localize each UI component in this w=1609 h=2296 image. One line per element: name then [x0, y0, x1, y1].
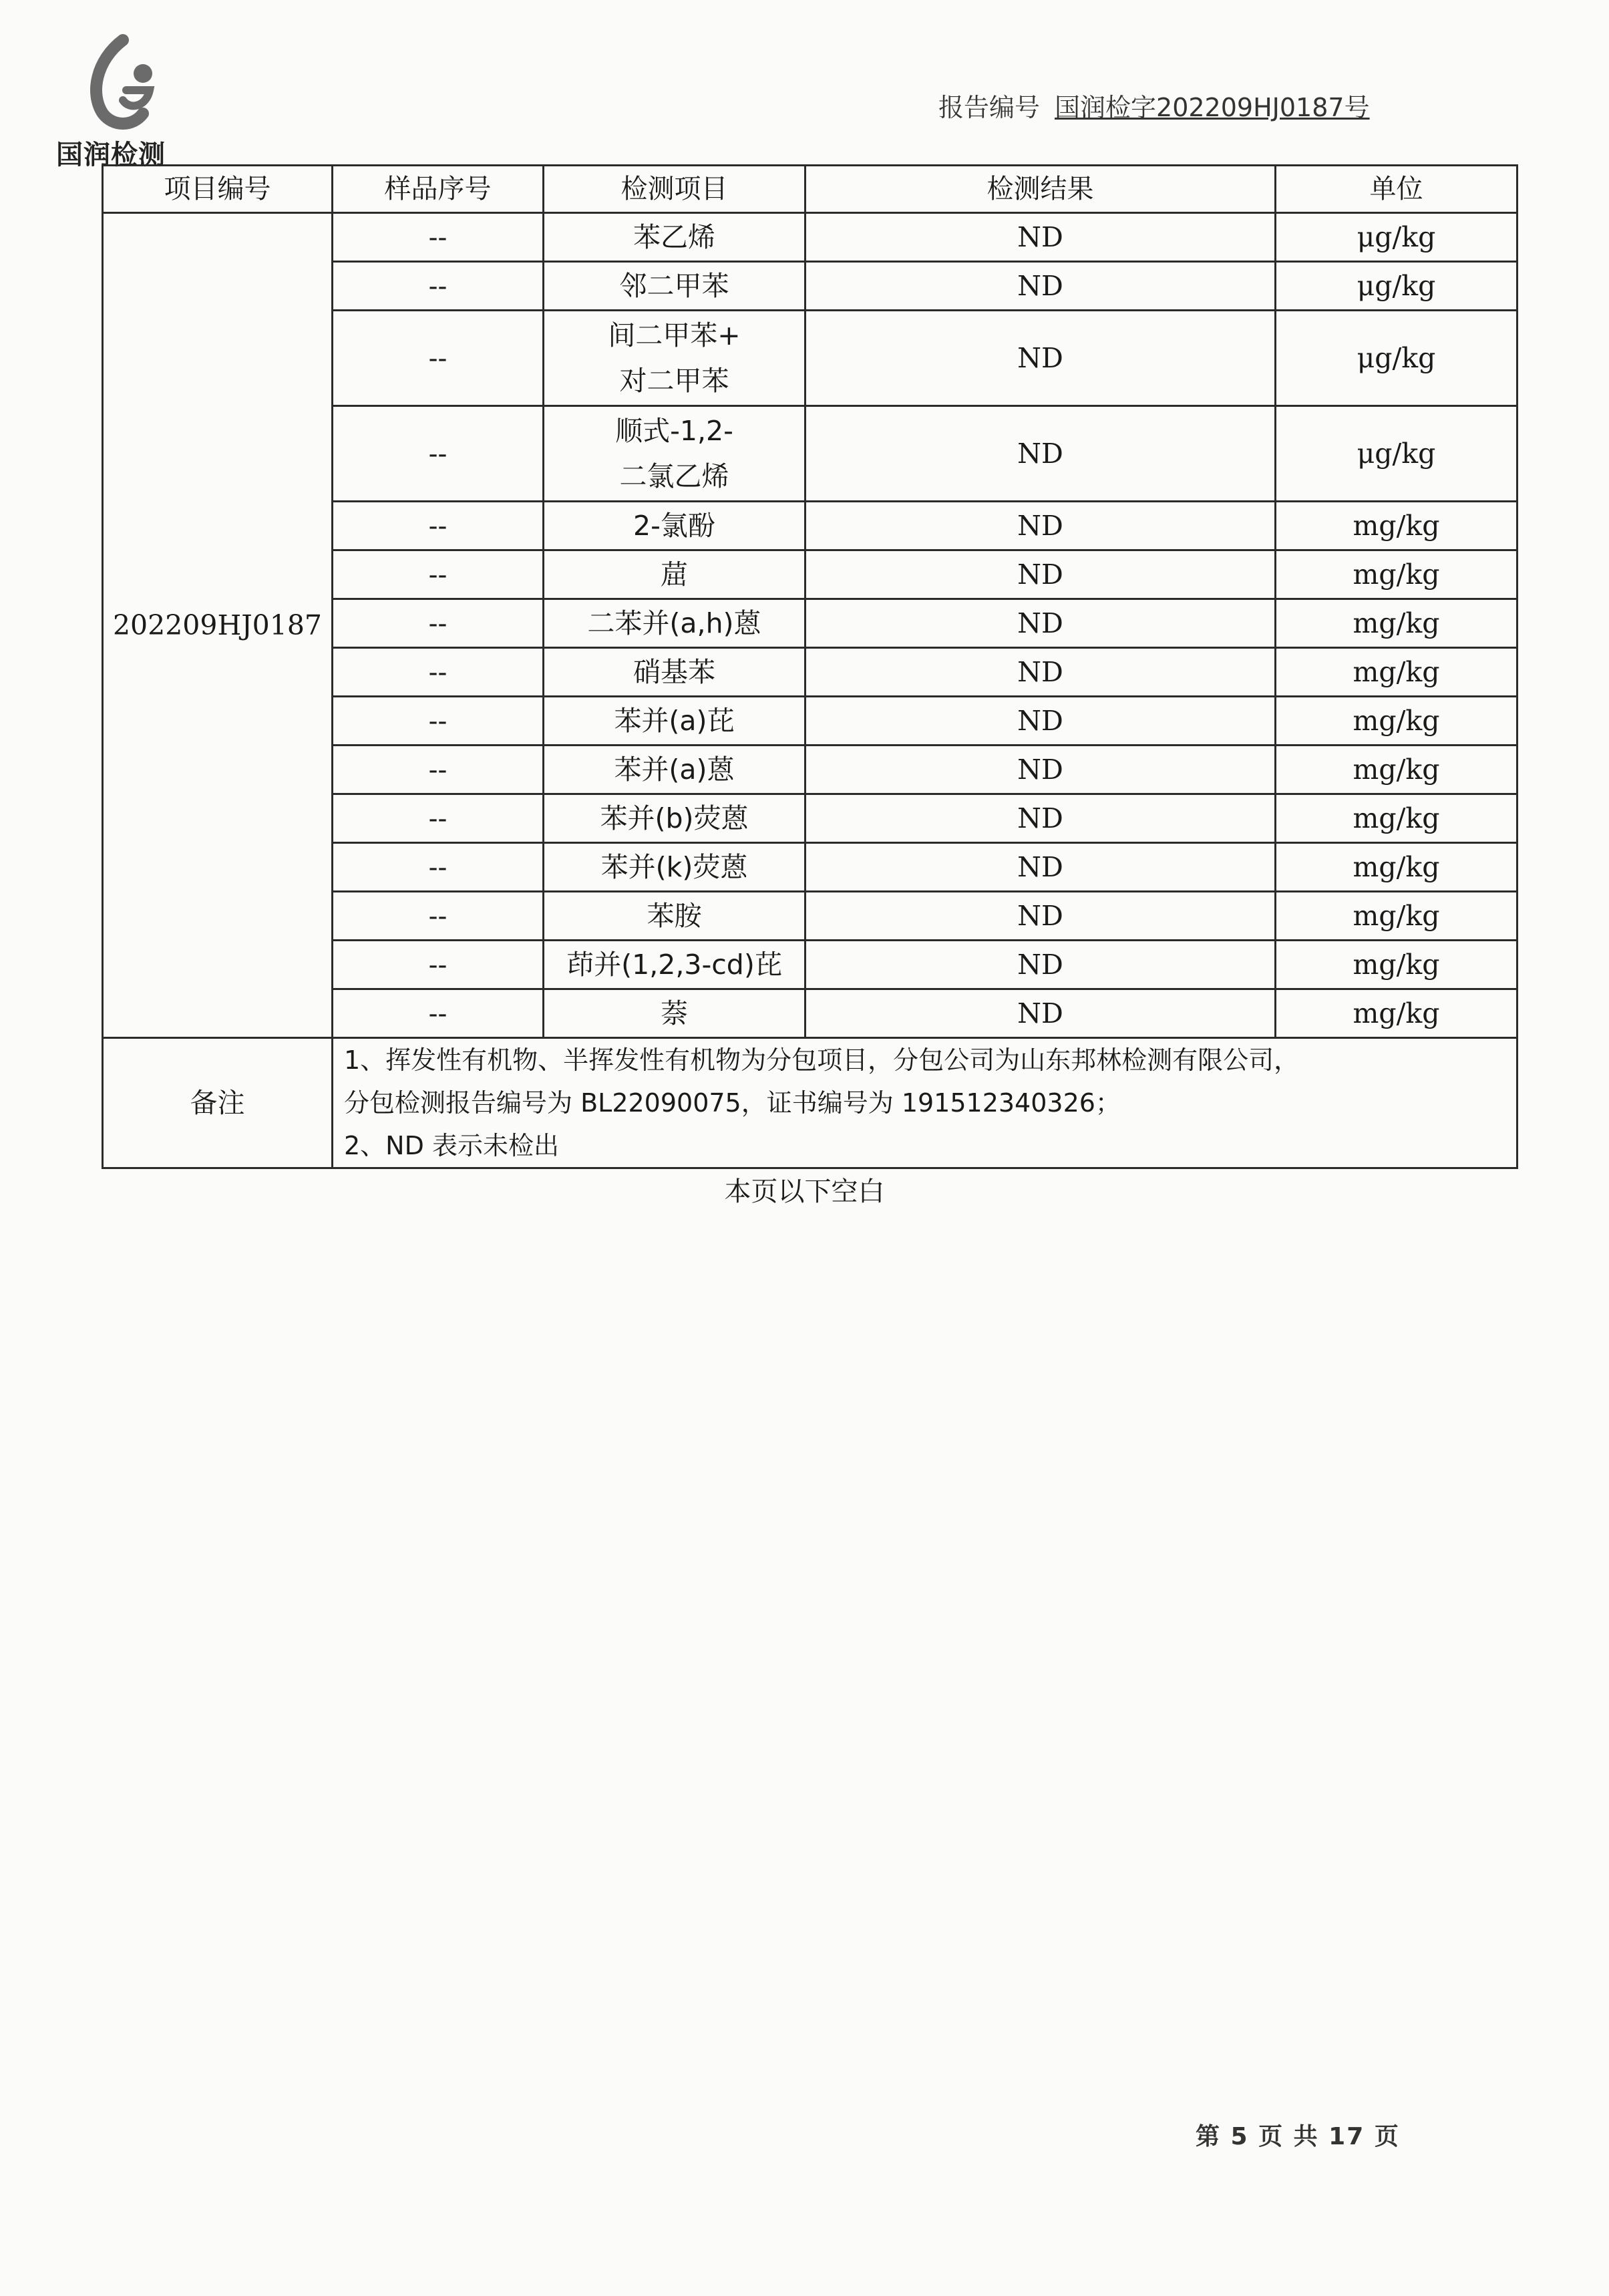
- column-header: 检测项目: [544, 166, 806, 213]
- unit-cell: mg/kg: [1276, 648, 1517, 697]
- column-header: 单位: [1276, 166, 1517, 213]
- result-cell: ND: [806, 697, 1276, 746]
- sample-cell: --: [333, 746, 544, 794]
- test-item-line: 萘: [661, 997, 688, 1029]
- logo-mark-icon: [76, 33, 170, 134]
- test-item-line: 苯乙烯: [633, 221, 715, 253]
- result-cell: ND: [806, 213, 1276, 262]
- logo-text: 国润检测: [56, 140, 166, 170]
- result-cell: ND: [806, 746, 1276, 794]
- test-item-line: 2-氯酚: [633, 510, 715, 542]
- test-item-line: 苯并(a)蒽: [614, 754, 735, 786]
- sample-cell: --: [333, 941, 544, 989]
- remark-line: 2、ND 表示未检出: [344, 1131, 559, 1160]
- test-item-cell: [544, 599, 806, 648]
- test-item-line: 苯胺: [647, 900, 702, 932]
- remark-line: 1、挥发性有机物、半挥发性有机物为分包项目，分包公司为山东邦林检测有限公司，: [344, 1045, 1300, 1075]
- result-cell: ND: [806, 989, 1276, 1038]
- report-number-label: 报告编号: [938, 93, 1041, 122]
- unit-cell: μg/kg: [1276, 213, 1517, 262]
- sample-cell: --: [333, 794, 544, 843]
- unit-cell: mg/kg: [1276, 843, 1517, 892]
- unit-cell: mg/kg: [1276, 941, 1517, 989]
- test-item-cell: [544, 941, 806, 989]
- test-item-cell: [544, 648, 806, 697]
- sample-cell: --: [333, 311, 544, 406]
- column-header: 样品序号: [333, 166, 544, 213]
- table-row: [103, 213, 1517, 262]
- test-item-cell: [544, 697, 806, 746]
- unit-cell: mg/kg: [1276, 989, 1517, 1038]
- result-cell: ND: [806, 550, 1276, 599]
- project-id-cell: 202209HJ0187: [103, 213, 333, 1038]
- column-header: 项目编号: [103, 166, 333, 213]
- test-item-cell: [544, 892, 806, 941]
- test-item-line: 对二甲苯: [619, 365, 729, 397]
- test-item-cell: [544, 843, 806, 892]
- test-item-line: 苯并(b)荧蒽: [600, 802, 749, 834]
- test-item-cell: [544, 550, 806, 599]
- test-item-line: 硝基苯: [633, 656, 715, 688]
- unit-cell: mg/kg: [1276, 892, 1517, 941]
- test-item-cell: [544, 262, 806, 311]
- unit-cell: mg/kg: [1276, 502, 1517, 550]
- sample-cell: --: [333, 843, 544, 892]
- test-item-line: 间二甲苯+: [608, 319, 741, 351]
- test-item-cell: [544, 746, 806, 794]
- test-item-cell: [544, 502, 806, 550]
- sample-cell: --: [333, 262, 544, 311]
- result-cell: ND: [806, 843, 1276, 892]
- unit-cell: mg/kg: [1276, 599, 1517, 648]
- sample-cell: --: [333, 892, 544, 941]
- result-cell: ND: [806, 941, 1276, 989]
- report-number-value: 国润检字202209HJ0187号: [1055, 93, 1370, 122]
- sample-cell: --: [333, 213, 544, 262]
- result-cell: ND: [806, 262, 1276, 311]
- result-cell: ND: [806, 599, 1276, 648]
- result-cell: ND: [806, 311, 1276, 406]
- test-item-line: 茚并(1,2,3-cd)芘: [566, 949, 782, 981]
- sample-cell: --: [333, 697, 544, 746]
- unit-cell: μg/kg: [1276, 406, 1517, 502]
- page-number: 第 5 页 共 17 页: [1196, 2123, 1400, 2150]
- result-cell: ND: [806, 794, 1276, 843]
- test-item-line: 䓛: [661, 558, 688, 591]
- sample-cell: --: [333, 502, 544, 550]
- blank-page-note: 本页以下空白: [724, 1176, 885, 1207]
- sample-cell: --: [333, 989, 544, 1038]
- sample-cell: --: [333, 406, 544, 502]
- test-item-line: 二苯并(a,h)蒽: [587, 607, 761, 639]
- remarks-label: 备注: [103, 1038, 333, 1168]
- unit-cell: μg/kg: [1276, 262, 1517, 311]
- test-item-line: 苯并(a)芘: [614, 705, 735, 737]
- unit-cell: mg/kg: [1276, 550, 1517, 599]
- sample-cell: --: [333, 599, 544, 648]
- test-item-cell: [544, 406, 806, 502]
- test-item-cell: [544, 311, 806, 406]
- result-cell: ND: [806, 648, 1276, 697]
- test-item-cell: [544, 213, 806, 262]
- company-logo: [56, 33, 190, 170]
- result-cell: ND: [806, 892, 1276, 941]
- remarks-row: [103, 1038, 1517, 1168]
- column-header: 检测结果: [806, 166, 1276, 213]
- sample-cell: --: [333, 550, 544, 599]
- report-number-line: [938, 87, 1370, 124]
- result-cell: ND: [806, 406, 1276, 502]
- remarks-content: [333, 1038, 1517, 1168]
- test-item-cell: [544, 794, 806, 843]
- unit-cell: mg/kg: [1276, 746, 1517, 794]
- test-item-cell: [544, 989, 806, 1038]
- sample-cell: --: [333, 648, 544, 697]
- result-cell: ND: [806, 502, 1276, 550]
- results-table: [102, 164, 1518, 1169]
- table-header-row: [103, 166, 1517, 213]
- remark-line: 分包检测报告编号为 BL22090075，证书编号为 191512340326；: [344, 1088, 1121, 1118]
- test-item-line: 二氯乙烯: [619, 460, 729, 492]
- test-item-line: 苯并(k)荧蒽: [600, 851, 748, 883]
- unit-cell: mg/kg: [1276, 794, 1517, 843]
- unit-cell: mg/kg: [1276, 697, 1517, 746]
- unit-cell: μg/kg: [1276, 311, 1517, 406]
- test-item-line: 邻二甲苯: [619, 270, 729, 302]
- test-item-line: 顺式-1,2-: [615, 415, 733, 447]
